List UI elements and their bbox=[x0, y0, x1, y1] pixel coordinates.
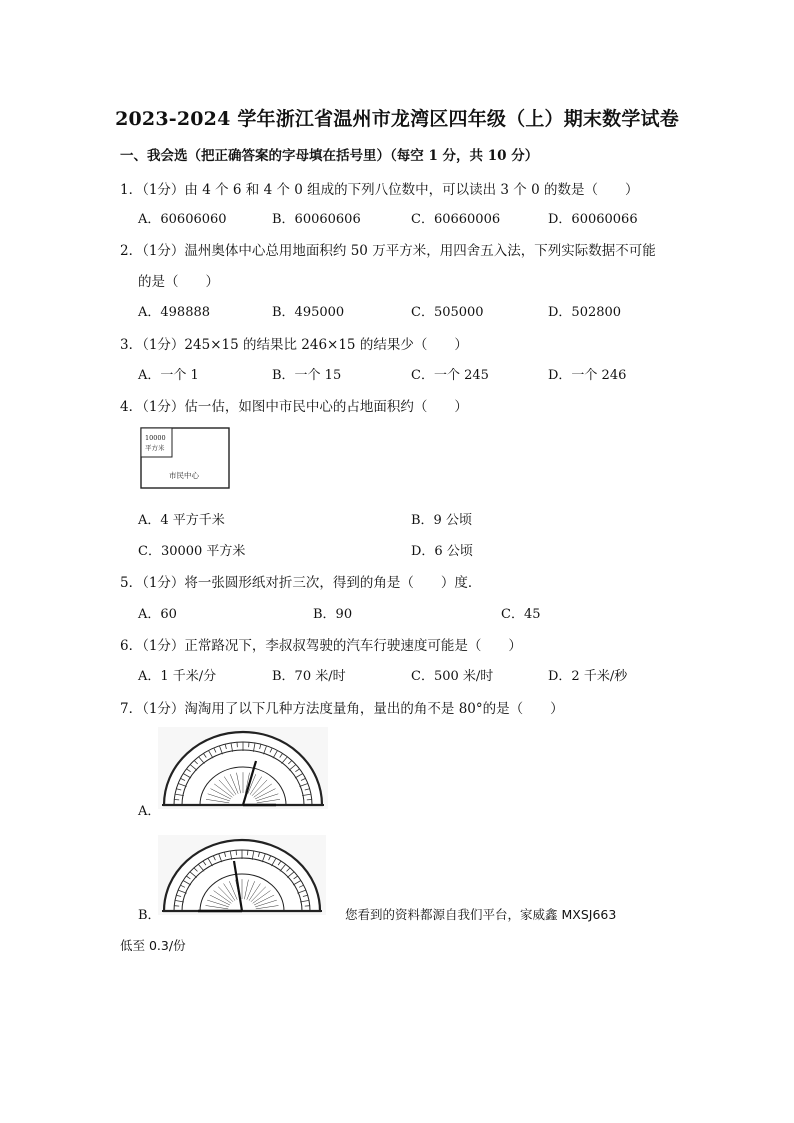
question-4-text: 4．（1分）估一估，如图中市民中心的占地面积约（ ） bbox=[120, 399, 468, 415]
q3-option-b: B．一个 15 bbox=[272, 368, 342, 383]
q4-option-d: D．6 公顷 bbox=[411, 544, 473, 559]
question-1-text: 1．（1分）由 4 个 6 和 4 个 0 组成的下列八位数中，可以读出 3 个 0 的数是（ ） bbox=[120, 182, 639, 198]
q1-option-d: D．60060066 bbox=[548, 212, 638, 227]
page-title: 2023-2024 学年浙江省温州市龙湾区四年级（上）期末数学试卷 bbox=[115, 108, 679, 130]
q5-option-c: C．45 bbox=[501, 607, 541, 622]
protractor-b-figure bbox=[158, 835, 326, 915]
question-7-text: 7．（1分）淘淘用了以下几种方法度量角，量出的角不是 80°的是（ ） bbox=[120, 701, 564, 717]
q6-option-b: B．70 米/时 bbox=[272, 669, 346, 684]
question-2-text: 2．（1分）温州奥体中心总用地面积约 50 万平方米，用四舍五入法，下列实际数据不可能 bbox=[120, 243, 656, 259]
q5-option-a: A．60 bbox=[138, 607, 177, 622]
q1-option-c: C．60660006 bbox=[411, 212, 501, 227]
ad-text-line-2: 低至 0.3/份 bbox=[120, 938, 186, 953]
question-3-text: 3．（1分）245×15 的结果比 246×15 的结果少（ ） bbox=[120, 337, 468, 353]
q3-option-d: D．一个 246 bbox=[548, 368, 627, 383]
q3-option-c: C．一个 245 bbox=[411, 368, 489, 383]
q6-option-c: C．500 米/时 bbox=[411, 669, 494, 684]
q6-option-a: A．1 千米/分 bbox=[138, 669, 217, 684]
section-heading: 一、我会选（把正确答案的字母填在括号里）（每空 1 分，共 10 分） bbox=[120, 148, 539, 164]
q3-option-a: A．一个 1 bbox=[138, 368, 199, 383]
q4-option-a: A．4 平方千米 bbox=[138, 513, 225, 528]
ad-text-line-1: 您看到的资料都源自我们平台，家威鑫 MXSJ663 bbox=[345, 907, 617, 922]
q5-option-b: B．90 bbox=[313, 607, 353, 622]
q2-option-d: D．502800 bbox=[548, 305, 622, 320]
q1-option-b: B．60060606 bbox=[272, 212, 361, 227]
protractor-a-figure bbox=[158, 727, 328, 809]
question-6-text: 6．（1分）正常路况下，李叔叔驾驶的汽车行驶速度可能是（ ） bbox=[120, 638, 522, 654]
q6-option-d: D．2 千米/秒 bbox=[548, 669, 628, 684]
civic-center-figure bbox=[140, 427, 232, 491]
q2-option-a: A．498888 bbox=[138, 305, 211, 320]
q2-option-c: C．505000 bbox=[411, 305, 484, 320]
unit-square bbox=[141, 428, 172, 457]
q7-option-b: B． bbox=[138, 908, 161, 923]
civic-center-label: 市民中心 bbox=[169, 471, 199, 480]
q4-option-c: C．30000 平方米 bbox=[138, 544, 246, 559]
unit-square-unit: 平方米 bbox=[145, 444, 165, 452]
question-2-text-cont: 的是（ ） bbox=[138, 274, 219, 290]
question-5-text: 5．（1分）将一张圆形纸对折三次，得到的角是（ ）度． bbox=[120, 575, 482, 591]
q1-option-a: A．60606060 bbox=[138, 212, 227, 227]
unit-square-value: 10000 bbox=[145, 434, 166, 442]
q4-option-b: B．9 公顷 bbox=[411, 513, 472, 528]
q7-option-a: A． bbox=[138, 804, 161, 819]
q2-option-b: B．495000 bbox=[272, 305, 345, 320]
